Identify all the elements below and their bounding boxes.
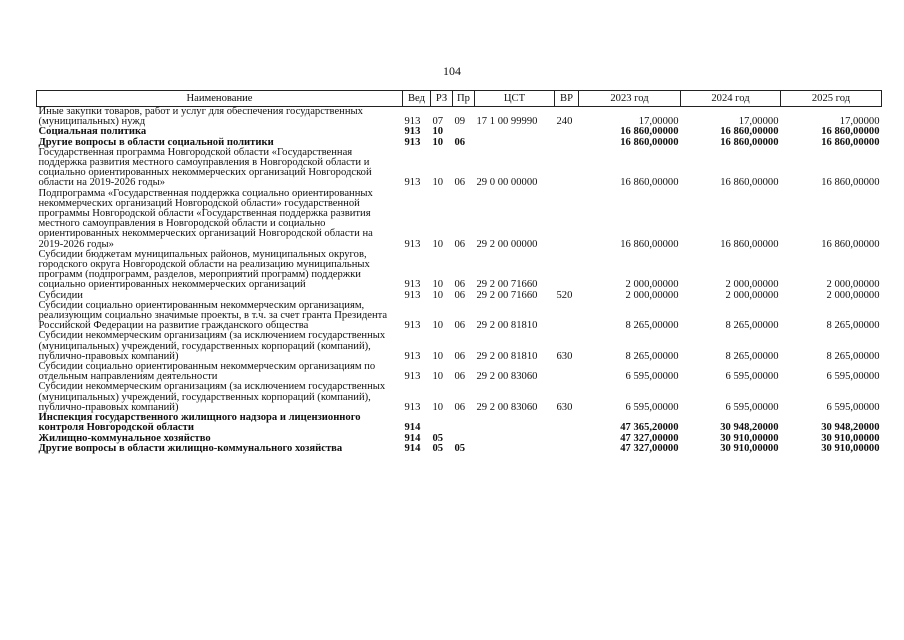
row-cst [475,413,555,433]
table-row [37,444,882,454]
page-number: 104 [443,64,461,78]
row-amount-2025: 17,00000 [839,116,880,128]
row-amount-2025: 30 910,00000 [821,432,880,444]
row-cst: 29 2 00 71660 [476,279,538,291]
row-vr: 240 [556,116,573,128]
row-amount-2025: 6 595,00000 [826,371,880,383]
row-amount-2024: 16 860,00000 [720,177,779,189]
row-cst: 29 2 00 83060 [476,371,538,383]
row-vr [555,301,579,332]
row-name: Подпрограмма «Государственная поддержка социально ориентированных некоммерческих организаций Новгородской области» государственной программы Новгородской области «Государственная поддержка развития местного самоуправления в Новгородской области и социально ориентированных некоммерческих организаций Новгородской области на 2019-2026 годы» [38,187,373,250]
row-amount-2024: 16 860,00000 [720,136,779,148]
table-row [37,250,882,291]
row-name: Другие вопросы в области социальной политики [38,136,274,148]
header-cst: ЦСТ [475,91,555,107]
row-amount-2025: 30 948,20000 [821,422,880,434]
row-pr: 06 [454,320,466,332]
row-name: Жилищно-коммунальное хозяйство [38,432,211,444]
row-cst: 29 2 00 81810 [476,320,538,332]
row-cst [475,444,555,454]
row-amount-2023: 6 595,00000 [625,401,679,413]
table-row [37,382,882,413]
row-pr: 06 [454,136,466,148]
row-pr: 06 [454,238,466,250]
row-amount-2023: 2 000,00000 [625,289,679,301]
row-pr: 06 [454,401,466,413]
table-row [37,413,882,433]
row-cst [475,434,555,444]
header-pr: Пр [453,91,475,107]
header-rz: РЗ [431,91,453,107]
header-2023: 2023 год [579,91,681,107]
row-name: Субсидии некоммерческим организациям (за исключением государственных (муниципальных) учреждений, государственных корпораций (компаний), публично-правовых компаний) [38,381,386,413]
table-row [37,362,882,382]
row-amount-2025: 2 000,00000 [826,289,880,301]
row-cst: 29 2 00 83060 [476,401,538,413]
row-name: Другие вопросы в области жилищно-коммунального хозяйства [38,442,343,454]
row-ved: 913 [404,350,421,362]
row-amount-2024: 17,00000 [738,116,779,128]
header-vr: ВР [555,91,579,107]
row-rz: 10 [432,401,444,413]
row-rz: 10 [432,126,444,138]
row-name: Субсидии бюджетам муниципальных районов, муниципальных округов, городского округа Новгородской области на реализацию муниципальных программ (подпрограмм, разделов, мероприятий программ) поддержки социально ориентированных некоммерческих организаций [38,248,370,291]
row-amount-2025: 16 860,00000 [821,126,880,138]
row-rz: 10 [432,279,444,291]
row-amount-2023: 6 595,00000 [625,371,679,383]
table-row [37,331,882,362]
row-amount-2025: 6 595,00000 [826,401,880,413]
row-amount-2025: 16 860,00000 [821,136,880,148]
row-amount-2024: 2 000,00000 [725,279,779,291]
row-amount-2024: 30 910,00000 [720,432,779,444]
row-amount-2023: 2 000,00000 [625,279,679,291]
row-pr: 06 [454,177,466,189]
row-cst: 29 2 00 00000 [476,238,538,250]
row-amount-2024: 8 265,00000 [725,350,779,362]
row-ved: 914 [404,442,421,454]
row-amount-2025: 2 000,00000 [826,279,880,291]
row-amount-2023: 47 365,20000 [620,422,679,434]
row-cst: 17 1 00 99990 [476,116,538,128]
budget-table [36,90,882,454]
row-vr [555,413,579,433]
table-header-row [37,91,882,107]
row-pr: 06 [454,279,466,291]
row-amount-2025: 30 910,00000 [821,442,880,454]
row-amount-2024: 8 265,00000 [725,320,779,332]
table-row [37,301,882,332]
row-rz: 05 [432,442,444,454]
row-amount-2024: 30 910,00000 [720,442,779,454]
table-row [37,189,882,250]
row-vr [555,444,579,454]
row-pr: 05 [454,442,466,454]
row-name: Субсидии некоммерческим организациям (за исключением государственных (муниципальных) учреждений, государственных корпораций (компаний), публично-правовых компаний) [38,330,386,362]
row-cst: 29 0 00 00000 [476,177,538,189]
row-pr: 06 [454,350,466,362]
row-rz: 05 [432,432,444,444]
row-vr [555,127,579,137]
row-ved: 913 [404,279,421,291]
row-amount-2024: 30 948,20000 [720,422,779,434]
row-amount-2023: 8 265,00000 [625,320,679,332]
row-ved: 913 [404,126,421,138]
row-amount-2023: 47 327,00000 [620,432,679,444]
row-rz [431,413,453,433]
row-name: Социальная политика [38,126,147,138]
row-amount-2025: 16 860,00000 [821,238,880,250]
row-name: Инспекция государственного жилищного надзора и лицензионного контроля Новгородской области [38,412,361,434]
header-2025: 2025 год [781,91,882,107]
row-rz: 10 [432,350,444,362]
row-amount-2024: 6 595,00000 [725,401,779,413]
row-ved: 913 [404,401,421,413]
row-amount-2024: 16 860,00000 [720,238,779,250]
row-name: Иные закупки товаров, работ и услуг для обеспечения государственных (муниципальных) нужд [38,106,363,128]
row-ved: 914 [404,422,421,434]
row-amount-2023: 16 860,00000 [620,136,679,148]
row-amount-2023: 16 860,00000 [620,238,679,250]
row-pr: 06 [454,289,466,301]
row-pr: 09 [454,116,466,128]
row-ved: 913 [404,238,421,250]
row-cst: 29 2 00 81810 [476,350,538,362]
row-vr [555,434,579,444]
row-pr: 06 [454,371,466,383]
row-name: Субсидии [38,289,83,301]
row-amount-2024: 6 595,00000 [725,371,779,383]
row-vr [555,148,579,189]
row-cst [475,127,555,137]
header-2024: 2024 год [681,91,781,107]
table-body [37,107,882,454]
row-ved: 913 [404,320,421,332]
row-amount-2024: 2 000,00000 [725,289,779,301]
row-vr [555,362,579,382]
row-amount-2023: 16 860,00000 [620,177,679,189]
row-amount-2025: 8 265,00000 [826,350,880,362]
row-name: Субсидии социально ориентированным некоммерческим организациям, реализующим социально значимые проекты, в т.ч. за счет гранта Президента Российской Федерации на развитие гражданского общества [38,299,388,332]
header-name: Наименование [37,91,403,107]
row-vr: 630 [556,350,573,362]
row-rz: 10 [432,136,444,148]
row-name: Субсидии социально ориентированным некоммерческим организациям по отдельным направлениям деятельности [38,361,376,383]
row-ved: 913 [404,371,421,383]
table-row [37,107,882,128]
row-amount-2023: 17,00000 [638,116,679,128]
row-name: Государственная программа Новгородской области «Государственная поддержка развития местного самоуправления в Новгородской области и социально ориентированных некоммерческих организаций Новгородской области на 2019-2026 годы» [38,146,372,189]
row-vr: 520 [556,289,573,301]
row-amount-2023: 8 265,00000 [625,350,679,362]
row-rz: 10 [432,371,444,383]
row-amount-2023: 16 860,00000 [620,126,679,138]
row-vr [555,189,579,250]
row-amount-2025: 16 860,00000 [821,177,880,189]
row-vr [555,138,579,148]
row-cst [475,138,555,148]
row-rz: 10 [432,238,444,250]
row-ved: 913 [404,289,421,301]
row-rz: 10 [432,320,444,332]
row-vr [555,250,579,291]
row-ved: 914 [404,432,421,444]
row-rz: 07 [432,116,444,128]
row-ved: 913 [404,116,421,128]
table-row [37,148,882,189]
row-rz: 10 [432,289,444,301]
row-vr: 630 [556,401,573,413]
row-amount-2023: 47 327,00000 [620,442,679,454]
row-amount-2024: 16 860,00000 [720,126,779,138]
row-ved: 913 [404,177,421,189]
row-pr [453,413,475,433]
row-rz: 10 [432,177,444,189]
row-cst: 29 2 00 71660 [476,289,538,301]
row-ved: 913 [404,136,421,148]
row-amount-2025: 8 265,00000 [826,320,880,332]
header-ved: Вед [403,91,431,107]
